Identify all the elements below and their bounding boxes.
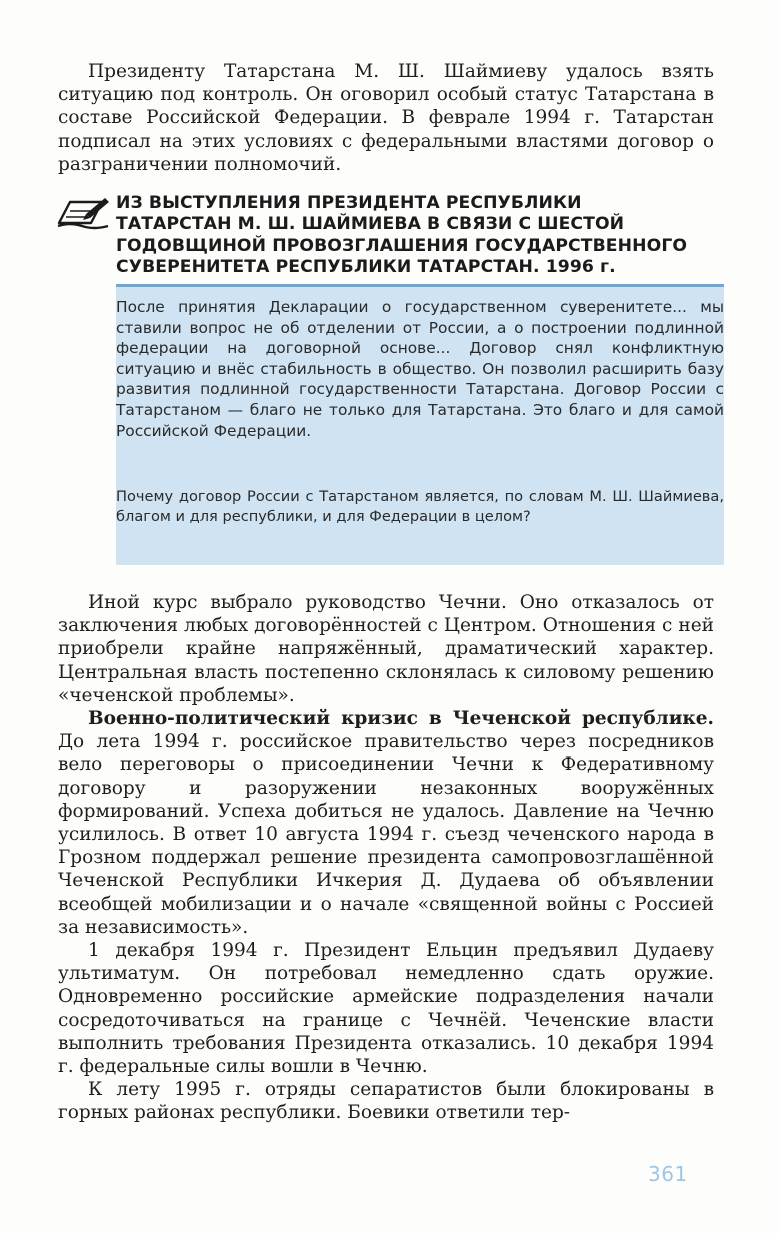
source-title-line: ИЗ ВЫСТУПЛЕНИЯ ПРЕЗИДЕНТА РЕСПУБЛИКИ <box>116 193 582 213</box>
section-heading-inline: Военно-политический кризис в Чеченской республике. <box>88 708 714 729</box>
paragraph-summer-1995: К лету 1995 г. отряды сепаратистов были блокированы в горных районах республики. Боевики ответили тер- <box>58 1079 714 1124</box>
source-body <box>116 287 724 565</box>
pen-writing-icon <box>56 193 112 233</box>
source-title-line: СУВЕРЕНИТЕТА РЕСПУБЛИКИ ТАТАРСТАН. 1996 г. <box>116 256 616 277</box>
paragraph-ultimatum: 1 декабря 1994 г. Президент Ельцин предъявил Дудаеву ультиматум. Он потребовал немедленно сдать оружие. Одновременно российские армейские подразделения начали сосредоточиваться на границе с Чечнёй. Чеченские власти выполнить требования Президента отказались. 10 декабря 1994 г. федеральные силы вошли в Чечню. <box>58 940 714 1078</box>
source-title-line: ГОДОВЩИНОЙ ПРОВОЗГЛАШЕНИЯ ГОСУДАРСТВЕННОГО <box>116 235 688 256</box>
source-title-line: ТАТАРСТАН М. Ш. ШАЙМИЕВА В СВЯЗИ С ШЕСТОЙ <box>116 214 625 235</box>
source-title <box>116 193 718 278</box>
paragraph-tatarstan-status: Президенту Татарстана М. Ш. Шаймиеву удалось взять ситуацию под контроль. Он оговорил особый статус Татарстана в составе Российской Федерации. В феврале 1994 г. Татарстан подписал на этих условиях с федеральными властями договор о разграничении полномочий. <box>58 61 714 175</box>
page-number: 361 <box>648 1162 688 1186</box>
paragraph-chechnya-course: Иной курс выбрало руководство Чечни. Оно отказалось от заключения любых договорённостей с Центром. Отношения с ней приобрели крайне напряжённый, драматический характер. Центральная власть постепенно склонялась к силовому решению «чеченской проблемы». <box>58 592 714 706</box>
source-quote: После принятия Декларации о государственном суверенитете... мы ставили вопрос не об отделении от России, а о построении подлинной федерации на договорной основе... Договор снял конфликтную ситуацию и внёс стабильность в общество. Он позволил расширить базу развития подлинной государственности Татарстана. Договор России с Татарстаном — благо не только для Татарстана. Это благо и для самой Российской Федерации. <box>116 298 724 440</box>
source-document-box <box>52 187 724 565</box>
source-question: Почему договор России с Татарстаном является, по словам М. Ш. Шаймиева, благом и для республики, и для Федерации в целом? <box>116 488 724 525</box>
paragraph-chechen-crisis-text: До лета 1994 г. российское правительство через посредников вело переговоры о присоединении Чечни к Федеративному договору и разоружении незаконных вооружённых формирований. Успеха добиться не удалось. Давление на Чечню усилилось. В ответ 10 августа 1994 г. съезд чеченского народа в Грозном поддержал решение президента самопровозглашённой Чеченской Республики Ичкерия Д. Дудаева об объявлении всеобщей мобилизации и о начале «священной войны с Россией за независимость». <box>58 731 714 938</box>
source-header <box>52 187 724 287</box>
paragraph-chechen-crisis <box>58 707 714 939</box>
